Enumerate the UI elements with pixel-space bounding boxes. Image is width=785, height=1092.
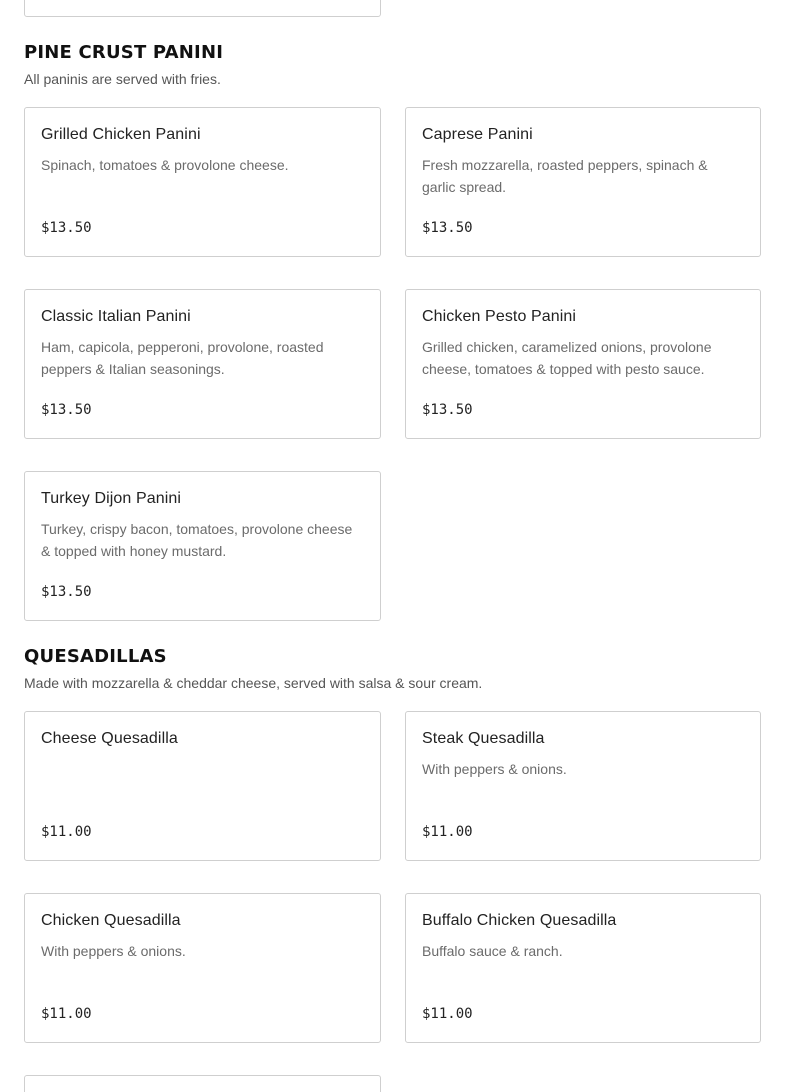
menu-item-price: $13.50 bbox=[41, 402, 92, 418]
menu-item-name: Chicken Pesto Panini bbox=[422, 308, 577, 325]
menu-item-name: Cheese Quesadilla bbox=[41, 730, 178, 747]
menu-item-card[interactable] bbox=[405, 289, 761, 439]
menu-item-card[interactable] bbox=[24, 893, 381, 1043]
menu-item-card[interactable] bbox=[24, 289, 381, 439]
menu-item-card[interactable] bbox=[24, 107, 381, 257]
menu-item-description: With peppers & onions. bbox=[422, 761, 567, 777]
menu-item-price: $13.50 bbox=[41, 220, 92, 236]
menu-item-description: Ham, capicola, pepperoni, provolone, roasted peppers & Italian seasonings. bbox=[41, 339, 324, 377]
menu-item-card[interactable] bbox=[24, 471, 381, 621]
menu-item-description: Grilled chicken, caramelized onions, provolone cheese, tomatoes & topped with pesto sauce. bbox=[422, 339, 712, 377]
menu-item-name: Steak Quesadilla bbox=[422, 730, 545, 747]
menu-item-description: Buffalo sauce & ranch. bbox=[422, 943, 563, 959]
menu-item-price: $13.50 bbox=[41, 584, 92, 600]
menu-item-price: $13.50 bbox=[422, 220, 473, 236]
section-title-panini: PINE CRUST PANINI bbox=[24, 42, 224, 63]
menu-item-card[interactable] bbox=[24, 711, 381, 861]
menu-item-name: Chicken Quesadilla bbox=[41, 912, 181, 929]
menu-item-card[interactable] bbox=[405, 107, 761, 257]
section-title-quesadillas: QUESADILLAS bbox=[24, 646, 167, 667]
section-note-quesadillas: Made with mozzarella & cheddar cheese, served with salsa & sour cream. bbox=[24, 675, 483, 691]
menu-item-description: Fresh mozzarella, roasted peppers, spinach & garlic spread. bbox=[422, 157, 708, 195]
menu-item-name: Classic Italian Panini bbox=[41, 308, 191, 325]
partial-menu-item-card-bottom[interactable] bbox=[24, 1075, 381, 1092]
menu-item-price: $11.00 bbox=[41, 824, 92, 840]
menu-item-card[interactable] bbox=[405, 711, 761, 861]
menu-item-name: Buffalo Chicken Quesadilla bbox=[422, 912, 617, 929]
menu-item-name: Caprese Panini bbox=[422, 126, 533, 143]
menu-item-description: Spinach, tomatoes & provolone cheese. bbox=[41, 157, 289, 173]
menu-item-description: With peppers & onions. bbox=[41, 943, 186, 959]
menu-item-card[interactable] bbox=[405, 893, 761, 1043]
partial-menu-item-card-top[interactable] bbox=[24, 0, 381, 17]
menu-item-price: $11.00 bbox=[41, 1006, 92, 1022]
menu-item-price: $11.00 bbox=[422, 824, 473, 840]
menu-item-name: Grilled Chicken Panini bbox=[41, 126, 201, 143]
menu-item-price: $13.50 bbox=[422, 402, 473, 418]
section-note-panini: All paninis are served with fries. bbox=[24, 71, 221, 87]
menu-item-name: Turkey Dijon Panini bbox=[41, 490, 182, 507]
menu-item-description: Turkey, crispy bacon, tomatoes, provolone cheese & topped with honey mustard. bbox=[41, 521, 353, 559]
menu-item-price: $11.00 bbox=[422, 1006, 473, 1022]
